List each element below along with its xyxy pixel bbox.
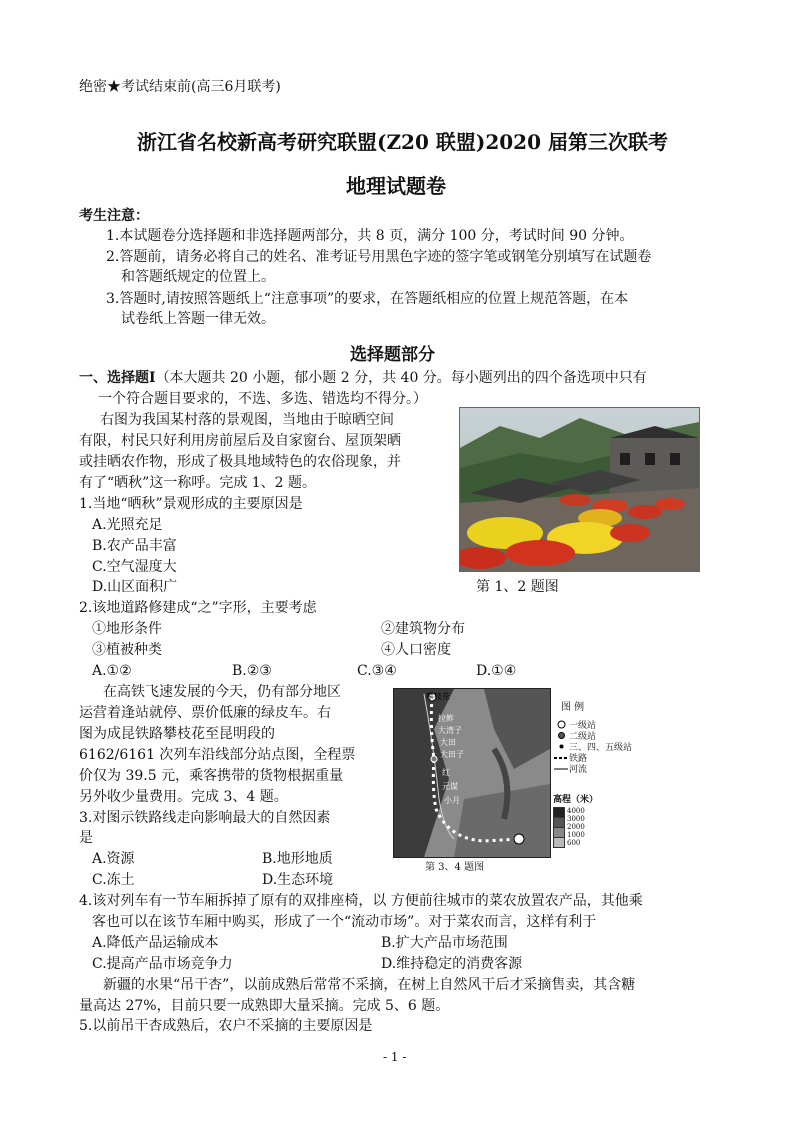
map-station-label: 大田子 bbox=[440, 750, 464, 759]
q1-option-c: C.空气湿度大 bbox=[92, 559, 177, 575]
q2-option-d: D.①④ bbox=[476, 663, 517, 679]
notice-item: 3.答题时,请按照答题纸上“注意事项”的要求，在答题纸相应的位置上规范答题，在本 bbox=[106, 291, 629, 307]
q1-option-b: B.农产品丰富 bbox=[92, 538, 177, 554]
part1-desc: （本大题共 20 小题，郁小题 2 分，共 40 分。每小题列出的四个备选项中只有 bbox=[155, 370, 647, 386]
q4-stem: 4.该对列车有一节车厢拆掉了原有的双排座椅，以 方便前往城市的菜农放置农产品，其他乘 bbox=[79, 893, 643, 909]
q2-item-2: ②建筑物分布 bbox=[381, 621, 465, 637]
q3-stem-cont: 是 bbox=[79, 830, 93, 846]
map-station-label: 大田 bbox=[440, 738, 456, 747]
q2-stem: 2.该地道路修建成“之”字形，主要考虑 bbox=[79, 600, 317, 616]
confidential-note: 绝密★考试结束前(高三6月联考) bbox=[79, 79, 281, 95]
railway-map-illustration bbox=[394, 689, 550, 857]
elevation-band bbox=[553, 837, 565, 848]
exam-subtitle: 地理试题卷 bbox=[346, 174, 446, 198]
legend-row: 二级站 bbox=[553, 730, 663, 741]
second-class-station-icon bbox=[553, 731, 569, 740]
q4-option-b: B.扩大产品市场范围 bbox=[381, 935, 508, 951]
q3-option-a: A.资源 bbox=[92, 851, 135, 867]
map-caption: 第 3、4 题图 bbox=[425, 862, 485, 873]
notice-item: 和答题纸规定的位置上。 bbox=[121, 269, 275, 285]
intro2-line: 另外收少量费用。完成 3、4 题。 bbox=[79, 789, 288, 805]
map-station-label: 拉鲊 bbox=[438, 714, 454, 723]
map-legend bbox=[553, 700, 663, 860]
elevation-band bbox=[553, 807, 565, 817]
elevation-bars bbox=[553, 807, 565, 848]
section-title: 选择题部分 bbox=[350, 345, 435, 365]
notice-item: 1.本试题卷分选择题和非选择题两部分，共 8 页，满分 100 分，考试时间 90 分钟。 bbox=[106, 228, 634, 244]
intro1-line: 右图为我国某村落的景观图，当地由于晾晒空间 bbox=[100, 412, 394, 428]
q2-item-1: ①地形条件 bbox=[92, 621, 162, 637]
q4-option-d: D.维持稳定的消费客源 bbox=[381, 956, 523, 972]
elevation-scale bbox=[553, 807, 663, 848]
map-station-label: 红 bbox=[442, 768, 450, 777]
q4-option-a: A.降低产品运输成本 bbox=[92, 935, 219, 951]
q2-option-c: C.③④ bbox=[357, 663, 397, 679]
notice-heading: 考生注意： bbox=[79, 208, 149, 224]
legend-row: 三、四、五级站 bbox=[553, 741, 663, 752]
river-icon bbox=[553, 766, 569, 772]
first-class-station-icon bbox=[553, 720, 569, 729]
intro2-line: 图为成昆铁路攀枝花至昆明段的 bbox=[79, 726, 275, 742]
intro2-line: 6162/6161 次列车沿线部分站点图，全程票 bbox=[79, 747, 356, 763]
intro3-line: 量高达 27%，目前只要一成熟即大量采摘。完成 5、6 题。 bbox=[79, 998, 450, 1014]
railway-map bbox=[393, 688, 551, 858]
q4-stem-cont: 客也可以在该节车厢中购买，形成了一个“流动市场”。对于菜农而言，这样有利于 bbox=[92, 914, 597, 930]
part1-desc-cont: 一个符合题目要求的，不选、多选、错选均不得分。） bbox=[98, 391, 427, 407]
railway-icon bbox=[553, 755, 569, 761]
q4-option-c: C.提高产品市场竞争力 bbox=[92, 956, 233, 972]
village-photo bbox=[459, 407, 700, 572]
village-photo-illustration bbox=[460, 408, 699, 571]
q5-stem: 5.以前吊干杏成熟后，农户不采摘的主要原因是 bbox=[79, 1018, 373, 1034]
intro2-line: 在高铁飞速发展的今天，仍有部分地区 bbox=[103, 684, 341, 700]
intro1-line: 或挂晒农作物，形成了极具地域特色的农俗现象，并 bbox=[79, 454, 401, 470]
intro1-line: 有了“晒秋”这一称呼。完成 1、2 题。 bbox=[79, 475, 317, 491]
elevation-band bbox=[553, 827, 565, 837]
intro3-line: 新疆的水果“吊干杏”，以前成熟后常常不采摘，在树上自然风干后才采摘售卖，其含糖 bbox=[103, 977, 636, 993]
elevation-title: 高程（米） bbox=[553, 795, 599, 805]
q3-option-c: C.冻土 bbox=[92, 872, 135, 888]
part1-label: 一、选择题Ⅰ bbox=[79, 370, 156, 386]
q2-item-3: ③植被种类 bbox=[92, 642, 162, 658]
exam-title: 浙江省名校新高考研究联盟(Z20 联盟)2020 届第三次联考 bbox=[137, 130, 668, 154]
photo-caption: 第 1、2 题图 bbox=[476, 579, 559, 595]
notice-item: 2.答题前，请务必将自己的姓名、准考证号用黑色字迹的签字笔或钢笔分别填写在试题卷 bbox=[106, 249, 652, 265]
map-station-label: 攀枝花 bbox=[426, 692, 450, 701]
q3-option-d: D.生态环境 bbox=[262, 872, 334, 888]
legend-row: 铁路 bbox=[553, 752, 663, 763]
q1-stem: 1.当地“晒秋”景观形成的主要原因是 bbox=[79, 496, 303, 512]
legend-row: 河流 bbox=[553, 763, 663, 774]
intro2-line: 价仅为 39.5 元，乘客携带的货物根据重量 bbox=[79, 768, 344, 784]
q1-option-d: D.山区面积广 bbox=[92, 579, 178, 595]
part1-header bbox=[79, 368, 647, 388]
legend-row: 一级站 bbox=[553, 719, 663, 730]
intro1-line: 有限，村民只好利用房前屋后及自家窗台、屋顶架晒 bbox=[79, 433, 401, 449]
map-station-label: 小月 bbox=[444, 796, 460, 805]
q1-option-a: A.光照充足 bbox=[92, 517, 163, 533]
page-number: - 1 - bbox=[383, 1050, 407, 1064]
legend-title: 图 例 bbox=[561, 702, 585, 713]
q2-option-b: B.②③ bbox=[232, 663, 272, 679]
q3-stem: 3.对图示铁路线走向影响最大的自然因素 bbox=[79, 810, 331, 826]
notice-item: 试卷纸上答题一律无效。 bbox=[121, 311, 275, 327]
map-station-label: 大湾子 bbox=[438, 726, 462, 735]
q2-item-4: ④人口密度 bbox=[381, 642, 451, 658]
intro2-line: 运营着逢站就停、票价低廉的绿皮车。右 bbox=[79, 705, 331, 721]
q3-option-b: B.地形地质 bbox=[262, 851, 333, 867]
q2-option-a: A.①② bbox=[92, 663, 132, 679]
map-station-label: 元谋 bbox=[442, 782, 458, 791]
elevation-band bbox=[553, 817, 565, 827]
minor-station-icon bbox=[553, 742, 569, 751]
elevation-labels: 4000 3000 2000 1000 600 bbox=[567, 807, 585, 847]
